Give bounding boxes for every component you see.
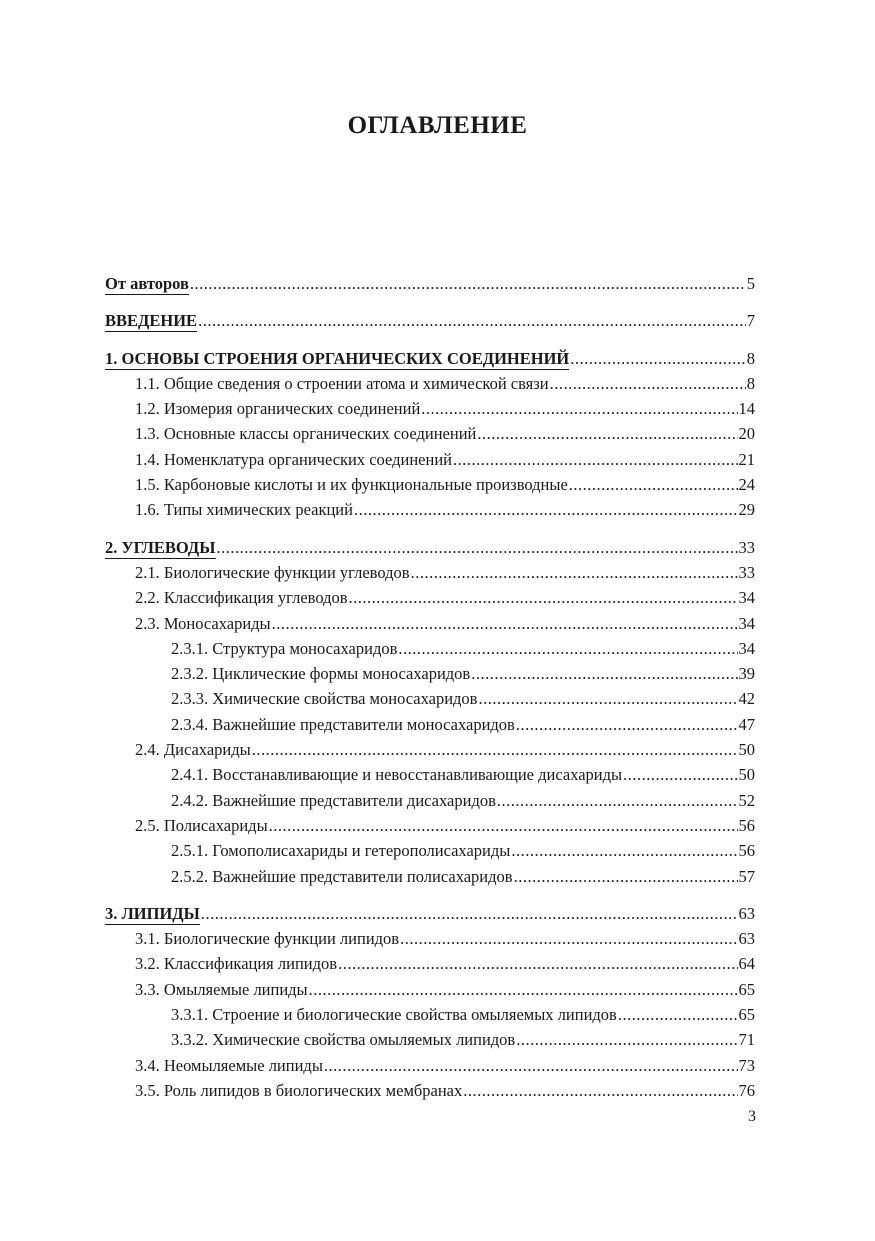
toc-entry-page-number: 34	[738, 638, 755, 658]
toc-entry-label: 1.5. Карбоновые кислоты и их функциональные производные	[135, 475, 568, 495]
toc-entry-page-number: 34	[738, 588, 755, 608]
toc-dot-leader	[618, 1002, 738, 1027]
toc-entry-page-number: 56	[738, 815, 755, 835]
toc-entry-label: От авторов	[105, 274, 189, 293]
toc-chapter-entry[interactable]	[105, 271, 755, 296]
toc-dot-leader	[338, 951, 737, 976]
toc-entry-page-number: 8	[746, 373, 755, 393]
toc-entry-page-number: 47	[738, 714, 755, 734]
toc-dot-leader	[272, 611, 738, 636]
toc-chapter-entry[interactable]	[105, 308, 755, 333]
toc-entry-label: 1.4. Номенклатура органических соединений	[135, 449, 452, 469]
toc-entry-page-number: 33	[738, 562, 755, 582]
toc-dot-leader	[411, 560, 738, 585]
toc-entry-label: 1.6. Типы химических реакций	[135, 500, 353, 520]
toc-entry-page-number: 14	[738, 399, 755, 419]
toc-entry-label: 2.3.2. Циклические формы моносахаридов	[171, 664, 471, 684]
toc-subsection-entry[interactable]	[105, 864, 755, 889]
toc-entry-label: 3.3.2. Химические свойства омыляемых липидов	[171, 1030, 516, 1050]
toc-entry-label: 2.4.1. Восстанавливающие и невосстанавливающие дисахариды	[171, 765, 623, 785]
toc-dot-leader	[463, 1078, 737, 1103]
toc-dot-leader	[471, 661, 737, 686]
toc-entry-page-number: 56	[738, 841, 755, 861]
toc-entry-page-number: 8	[746, 348, 755, 368]
toc-subsection-entry[interactable]	[105, 788, 755, 813]
toc-entry-page-number: 20	[738, 424, 755, 444]
toc-section-entry[interactable]	[105, 497, 755, 522]
toc-entry-page-number: 33	[738, 537, 755, 557]
toc-dot-leader	[354, 497, 738, 522]
toc-section-entry[interactable]	[105, 1053, 755, 1078]
toc-dot-leader	[252, 737, 738, 762]
toc-dot-leader	[511, 838, 737, 863]
toc-dot-leader	[421, 396, 737, 421]
toc-dot-leader	[569, 472, 738, 497]
toc-section-entry[interactable]	[105, 926, 755, 951]
toc-subsection-entry[interactable]	[105, 686, 755, 711]
toc-entry-label: 3. ЛИПИДЫ	[105, 903, 200, 923]
toc-chapter-entry[interactable]	[105, 901, 755, 926]
toc-dot-leader	[623, 762, 737, 787]
toc-entry-page-number: 34	[738, 613, 755, 633]
toc-entry-label: 1.3. Основные классы органических соединений	[135, 424, 477, 444]
toc-entry-page-number: 64	[738, 954, 755, 974]
toc-subsection-entry[interactable]	[105, 838, 755, 863]
toc-entry-page-number: 73	[738, 1055, 755, 1075]
toc-entry-label: 3.2. Классификация липидов	[135, 954, 338, 974]
toc-dot-leader	[309, 977, 738, 1002]
toc-entry-page-number: 5	[746, 274, 755, 293]
toc-dot-leader	[516, 1027, 737, 1052]
toc-dot-leader	[516, 712, 738, 737]
toc-section-entry[interactable]	[105, 813, 755, 838]
toc-entry-page-number: 63	[738, 929, 755, 949]
toc-section-entry[interactable]	[105, 371, 755, 396]
toc-dot-leader	[217, 535, 738, 560]
toc-subsection-entry[interactable]	[105, 712, 755, 737]
toc-spacer	[105, 296, 755, 308]
toc-section-entry[interactable]	[105, 737, 755, 762]
toc-section-entry[interactable]	[105, 472, 755, 497]
toc-entry-label: 1.1. Общие сведения о строении атома и химической связи	[135, 373, 549, 393]
toc-subsection-entry[interactable]	[105, 1027, 755, 1052]
toc-entry-label: 3.1. Биологические функции липидов	[135, 929, 400, 949]
toc-dot-leader	[400, 926, 737, 951]
toc-spacer	[105, 523, 755, 535]
toc-dot-leader	[201, 901, 738, 926]
toc-entry-label: 2.3. Моносахариды	[135, 613, 271, 633]
toc-dot-leader	[497, 788, 738, 813]
toc-entry-page-number: 21	[738, 449, 755, 469]
toc-entry-page-number: 65	[738, 979, 755, 999]
toc-entry-label: 2.3.1. Структура моносахаридов	[171, 638, 398, 658]
toc-entry-label: 2.2. Классификация углеводов	[135, 588, 348, 608]
toc-entry-page-number: 24	[738, 475, 755, 495]
toc-entry-page-number: 29	[738, 500, 755, 520]
toc-subsection-entry[interactable]	[105, 661, 755, 686]
toc-entry-label: 2.5.1. Гомополисахариды и гетерополисахариды	[171, 841, 511, 861]
toc-subsection-entry[interactable]	[105, 1002, 755, 1027]
toc-section-entry[interactable]	[105, 977, 755, 1002]
toc-entry-label: 3.3. Омыляемые липиды	[135, 979, 308, 999]
toc-entry-page-number: 50	[738, 740, 755, 760]
toc-entry-label: 2.1. Биологические функции углеводов	[135, 562, 410, 582]
toc-entry-label: 3.4. Неомыляемые липиды	[135, 1055, 323, 1075]
toc-section-entry[interactable]	[105, 560, 755, 585]
toc-entry-page-number: 39	[738, 664, 755, 684]
toc-dot-leader	[269, 813, 738, 838]
toc-entry-page-number: 65	[738, 1005, 755, 1025]
page-title: ОГЛАВЛЕНИЕ	[347, 112, 528, 139]
toc-entry-label: 2.3.3. Химические свойства моносахаридов	[171, 689, 478, 709]
toc-entry-label: ВВЕДЕНИЕ	[105, 311, 198, 331]
toc-section-entry[interactable]	[105, 396, 755, 421]
toc-entry-label: 2. УГЛЕВОДЫ	[105, 537, 216, 557]
toc-section-entry[interactable]	[105, 447, 755, 472]
toc-dot-leader	[453, 447, 738, 472]
toc-dot-leader	[514, 864, 738, 889]
toc-entry-label: 2.5. Полисахариды	[135, 815, 268, 835]
toc-dot-leader	[570, 346, 745, 371]
toc-section-entry[interactable]	[105, 585, 755, 610]
toc-dot-leader	[398, 636, 737, 661]
toc-entry-label: 1. ОСНОВЫ СТРОЕНИЯ ОРГАНИЧЕСКИХ СОЕДИНЕНИЙ	[105, 348, 570, 368]
toc-dot-leader	[478, 686, 737, 711]
toc-entry-page-number: 7	[746, 311, 755, 331]
table-of-contents	[105, 271, 755, 1103]
toc-entry-label: 2.4.2. Важнейшие представители дисахаридов	[171, 790, 496, 810]
toc-section-entry[interactable]	[105, 1078, 755, 1103]
toc-subsection-entry[interactable]	[105, 762, 755, 787]
toc-entry-label: 3.5. Роль липидов в биологических мембранах	[135, 1080, 463, 1100]
toc-dot-leader	[190, 271, 746, 296]
toc-dot-leader	[324, 1053, 738, 1078]
toc-chapter-entry[interactable]	[105, 346, 755, 371]
toc-dot-leader	[477, 421, 737, 446]
toc-entry-page-number: 71	[738, 1030, 755, 1050]
toc-section-entry[interactable]	[105, 951, 755, 976]
toc-subsection-entry[interactable]	[105, 636, 755, 661]
toc-entry-label: 3.3.1. Строение и биологические свойства омыляемых липидов	[171, 1005, 617, 1025]
toc-dot-leader	[550, 371, 746, 396]
toc-entry-page-number: 76	[738, 1080, 755, 1100]
toc-entry-label: 1.2. Изомерия органических соединений	[135, 399, 421, 419]
toc-entry-label: 2.3.4. Важнейшие представители моносахаридов	[171, 714, 515, 734]
toc-spacer	[105, 889, 755, 901]
toc-section-entry[interactable]	[105, 611, 755, 636]
toc-entry-label: 2.5.2. Важнейшие представители полисахаридов	[171, 866, 513, 886]
page-number: 3	[748, 1108, 756, 1125]
toc-dot-leader	[198, 308, 746, 333]
toc-entry-page-number: 57	[738, 866, 755, 886]
toc-entry-page-number: 50	[738, 765, 755, 785]
toc-section-entry[interactable]	[105, 421, 755, 446]
toc-entry-page-number: 52	[738, 790, 755, 810]
toc-dot-leader	[349, 585, 738, 610]
toc-spacer	[105, 334, 755, 346]
toc-entry-page-number: 63	[738, 903, 755, 923]
toc-chapter-entry[interactable]	[105, 535, 755, 560]
toc-entry-page-number: 42	[738, 689, 755, 709]
toc-entry-label: 2.4. Дисахариды	[135, 740, 251, 760]
